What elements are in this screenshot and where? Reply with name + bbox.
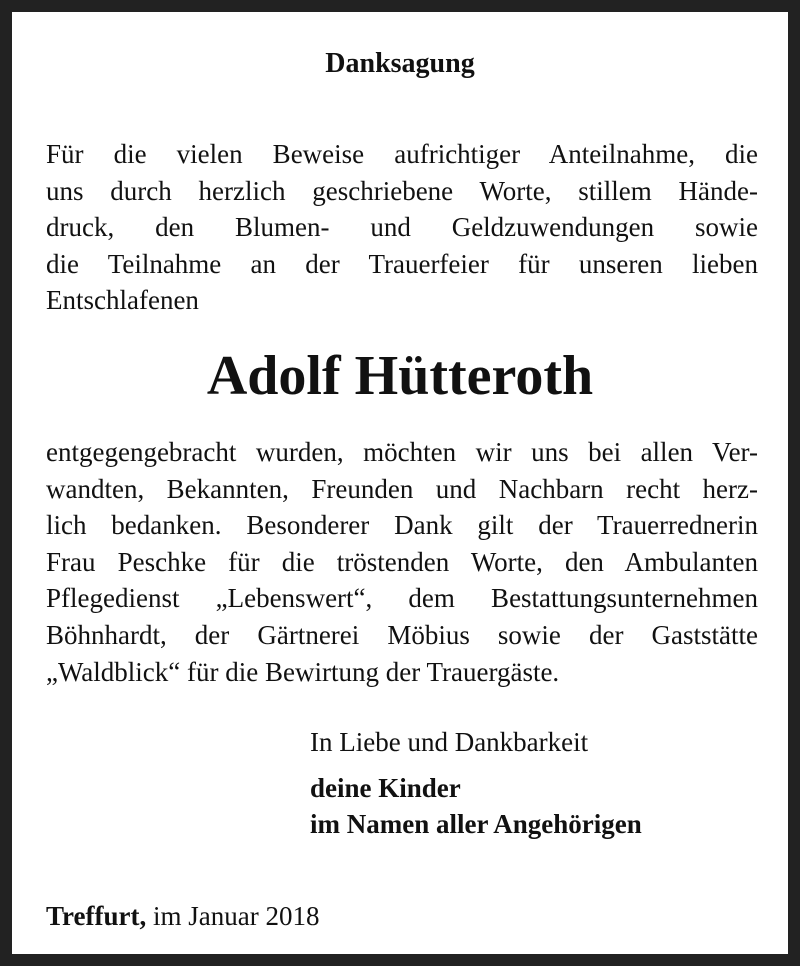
text-line: druck, den Blumen- und Geldzuwendungen sowie [46,212,758,243]
text-line: Frau Peschke für die tröstenden Worte, den Ambulanten [46,546,758,577]
text-line: die Teilnahme an der Trauerfeier für unseren lieben [46,248,758,279]
notice-heading: Danksagung [325,48,475,79]
signature-block [310,770,642,842]
deceased-name: Adolf Hütteroth [206,345,594,407]
text-line: lich bedanken. Besonderer Dank gilt der Trauerrednerin [46,510,758,541]
text-line: „Waldblick“ für die Bewirtung der Trauergäste. [46,656,560,687]
closing-phrase: In Liebe und Dankbarkeit [310,727,589,757]
place-city: Treffurt, [46,901,147,931]
text-line: Pflegedienst „Lebenswert“, dem Bestattungsunternehmen [46,583,758,614]
text-line: Für die vielen Beweise aufrichtiger Anteilnahme, die [46,139,758,169]
place-date-text: im Januar 2018 [146,901,320,931]
text-line: Böhnhardt, der Gärtnerei Möbius sowie der Gaststätte [46,619,758,650]
text-line: uns durch herzlich geschriebene Worte, stillem Hände- [46,175,758,206]
place-date [46,898,319,934]
text-line: Entschlafenen [46,285,199,316]
text-line: entgegengebracht wurden, möchten wir uns bei allen Ver- [46,437,758,467]
text-line: wandten, Bekannten, Freunden und Nachbarn recht herz- [46,473,758,504]
signature-line-2: im Namen aller Angehörigen [310,809,642,839]
thanks-paragraph [46,434,758,690]
intro-paragraph [46,136,758,319]
signature-line-1: deine Kinder [310,773,461,803]
